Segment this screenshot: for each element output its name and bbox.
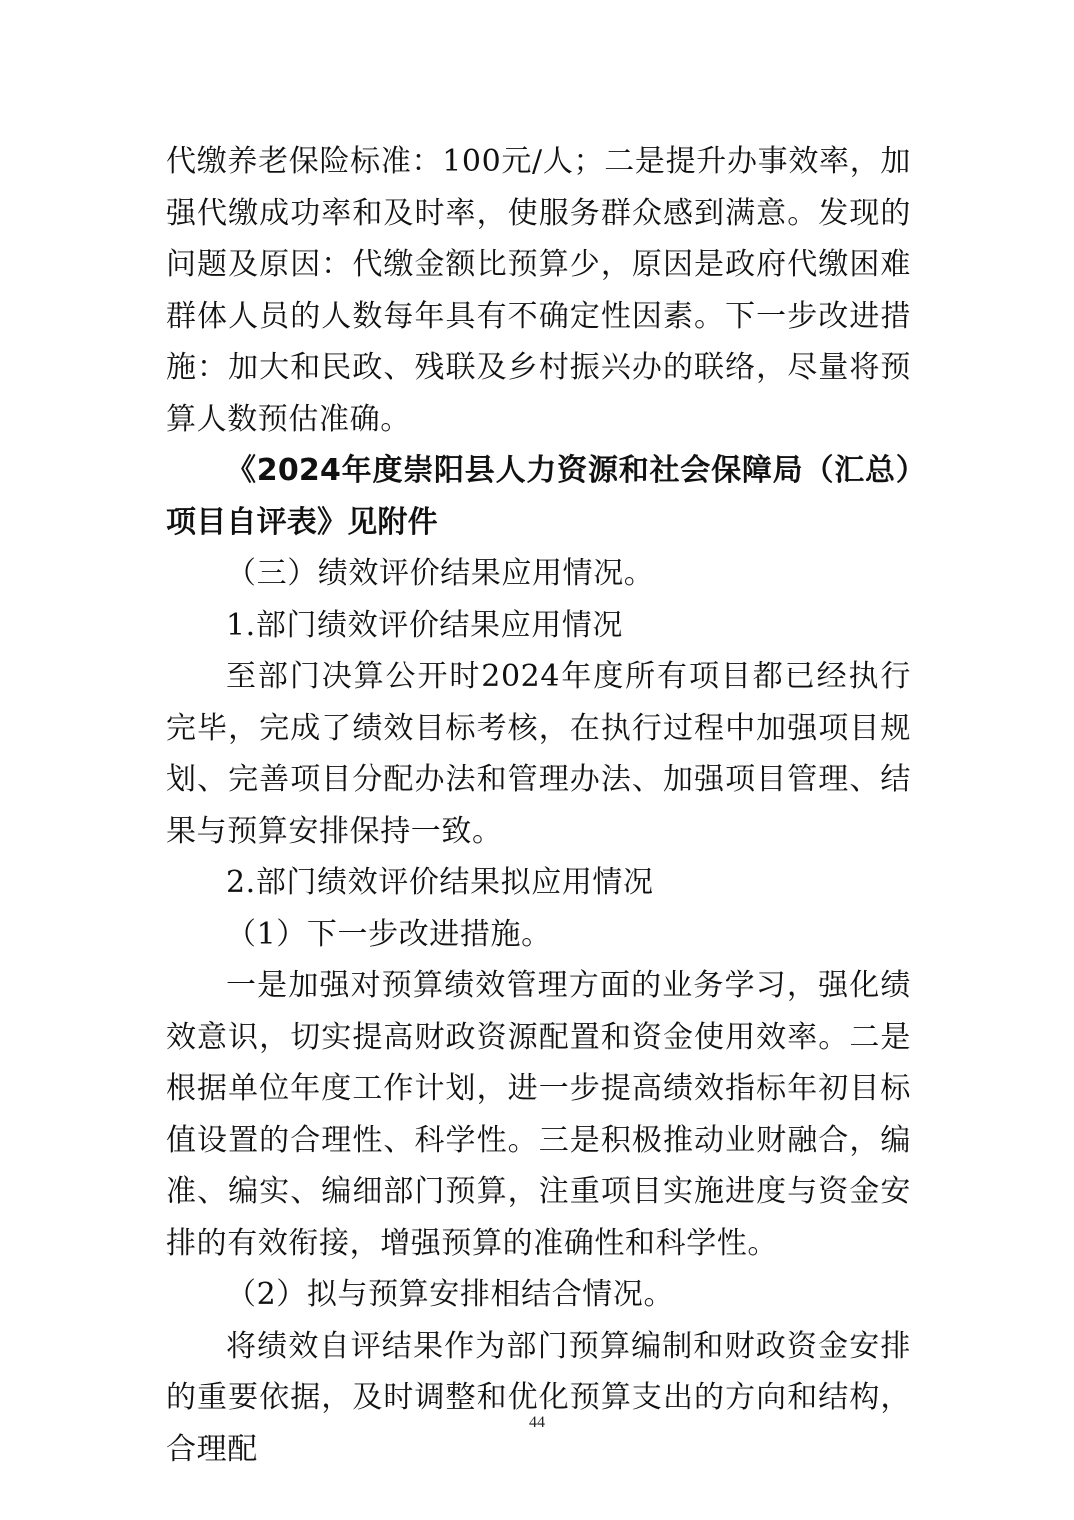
paragraph-self-evaluation-attachment: 《2024年度崇阳县人力资源和社会保障局（汇总）项目自评表》见附件 — [166, 453, 911, 540]
paragraph-improvement-measures: 一是加强对预算绩效管理方面的业务学习，强化绩效意识，切实提高财政资源配置和资金使用效率。二是根据单位年度工作计划，进一步提高绩效指标年初目标值设置的合理性、科学性。三是积极推动业财融合，编准、编实、编细部门预算，注重项目实施进度与资金安排的有效衔接，增强预算的准确性和科学性。 — [166, 968, 911, 1261]
heading-department-results-application: 1.部门绩效评价结果应用情况 — [226, 607, 624, 643]
body-text — [166, 136, 911, 1475]
page-number: 44 — [529, 1414, 545, 1431]
paragraph-projects-completed: 至部门决算公开时2024年度所有项目都已经执行完毕，完成了绩效目标考核，在执行过程中加强项目规划、完善项目分配办法和管理办法、加强项目管理、结果与预算安排保持一致。 — [166, 659, 911, 849]
heading-budget-combination: （2）拟与预算安排相结合情况。 — [226, 1277, 675, 1312]
heading-results-application: （三）绩效评价结果应用情况。 — [226, 556, 655, 591]
heading-planned-application: 2.部门绩效评价结果拟应用情况 — [226, 865, 654, 900]
heading-improvement-measures: （1）下一步改进措施。 — [226, 916, 552, 952]
paragraph-pension-contribution: 代缴养老保险标准：100元/人；二是提升办事效率，加强代缴成功率和及时率，使服务群众感到满意。发现的问题及原因：代缴金额比预算少，原因是政府代缴困难群体人员的人数每年具有不确定性因素。下一步改进措施：加大和民政、残联及乡村振兴办的联络，尽量将预算人数预估准确。 — [166, 144, 911, 437]
paragraph-budget-combination: 将绩效自评结果作为部门预算编制和财政资金安排的重要依据，及时调整和优化预算支出的方向和结构，合理配 — [166, 1328, 911, 1467]
